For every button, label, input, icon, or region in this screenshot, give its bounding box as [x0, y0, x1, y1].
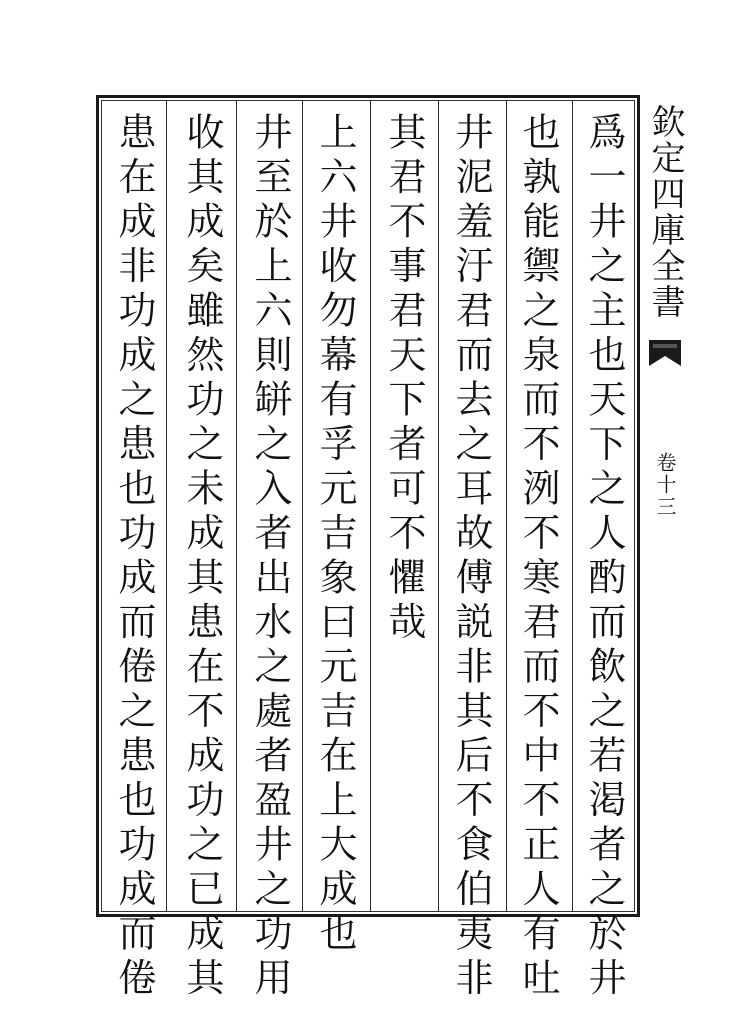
- column-rule: [506, 100, 507, 912]
- text-column-3: 井泥羞汙君而去之耳故傅説非其后不食伯夷非: [449, 112, 493, 1002]
- text-column-7: 收其成矣雖然功之未成其患在不成功之已成其: [180, 112, 224, 1002]
- text-column-2: 也孰能禦之泉而不洌不寒君而不中不正人有吐: [516, 112, 560, 1002]
- book-title: 欽定四庫全書: [645, 104, 685, 320]
- text-column-5: 上六井收勿幕有孚元吉象曰元吉在上大成也: [313, 112, 357, 958]
- column-rule: [302, 100, 303, 912]
- column-rule: [166, 100, 167, 912]
- text-column-4: 其君不事君天下者可不懼哉: [382, 112, 426, 646]
- text-column-8: 患在成非功成之患也功成而倦之患也功成而倦: [112, 112, 156, 1002]
- text-column-1: 爲一井之主也天下之人酌而飲之若渇者之於井: [582, 112, 626, 1002]
- fishtail-mark-icon: [647, 336, 683, 372]
- column-rule: [236, 100, 237, 912]
- column-rule: [370, 100, 371, 912]
- text-column-6: 井至於上六則缾之入者出水之處者盈井之功用: [248, 112, 292, 1002]
- column-rule: [438, 100, 439, 912]
- volume-number: 卷十三: [653, 452, 677, 518]
- column-rule: [572, 100, 573, 912]
